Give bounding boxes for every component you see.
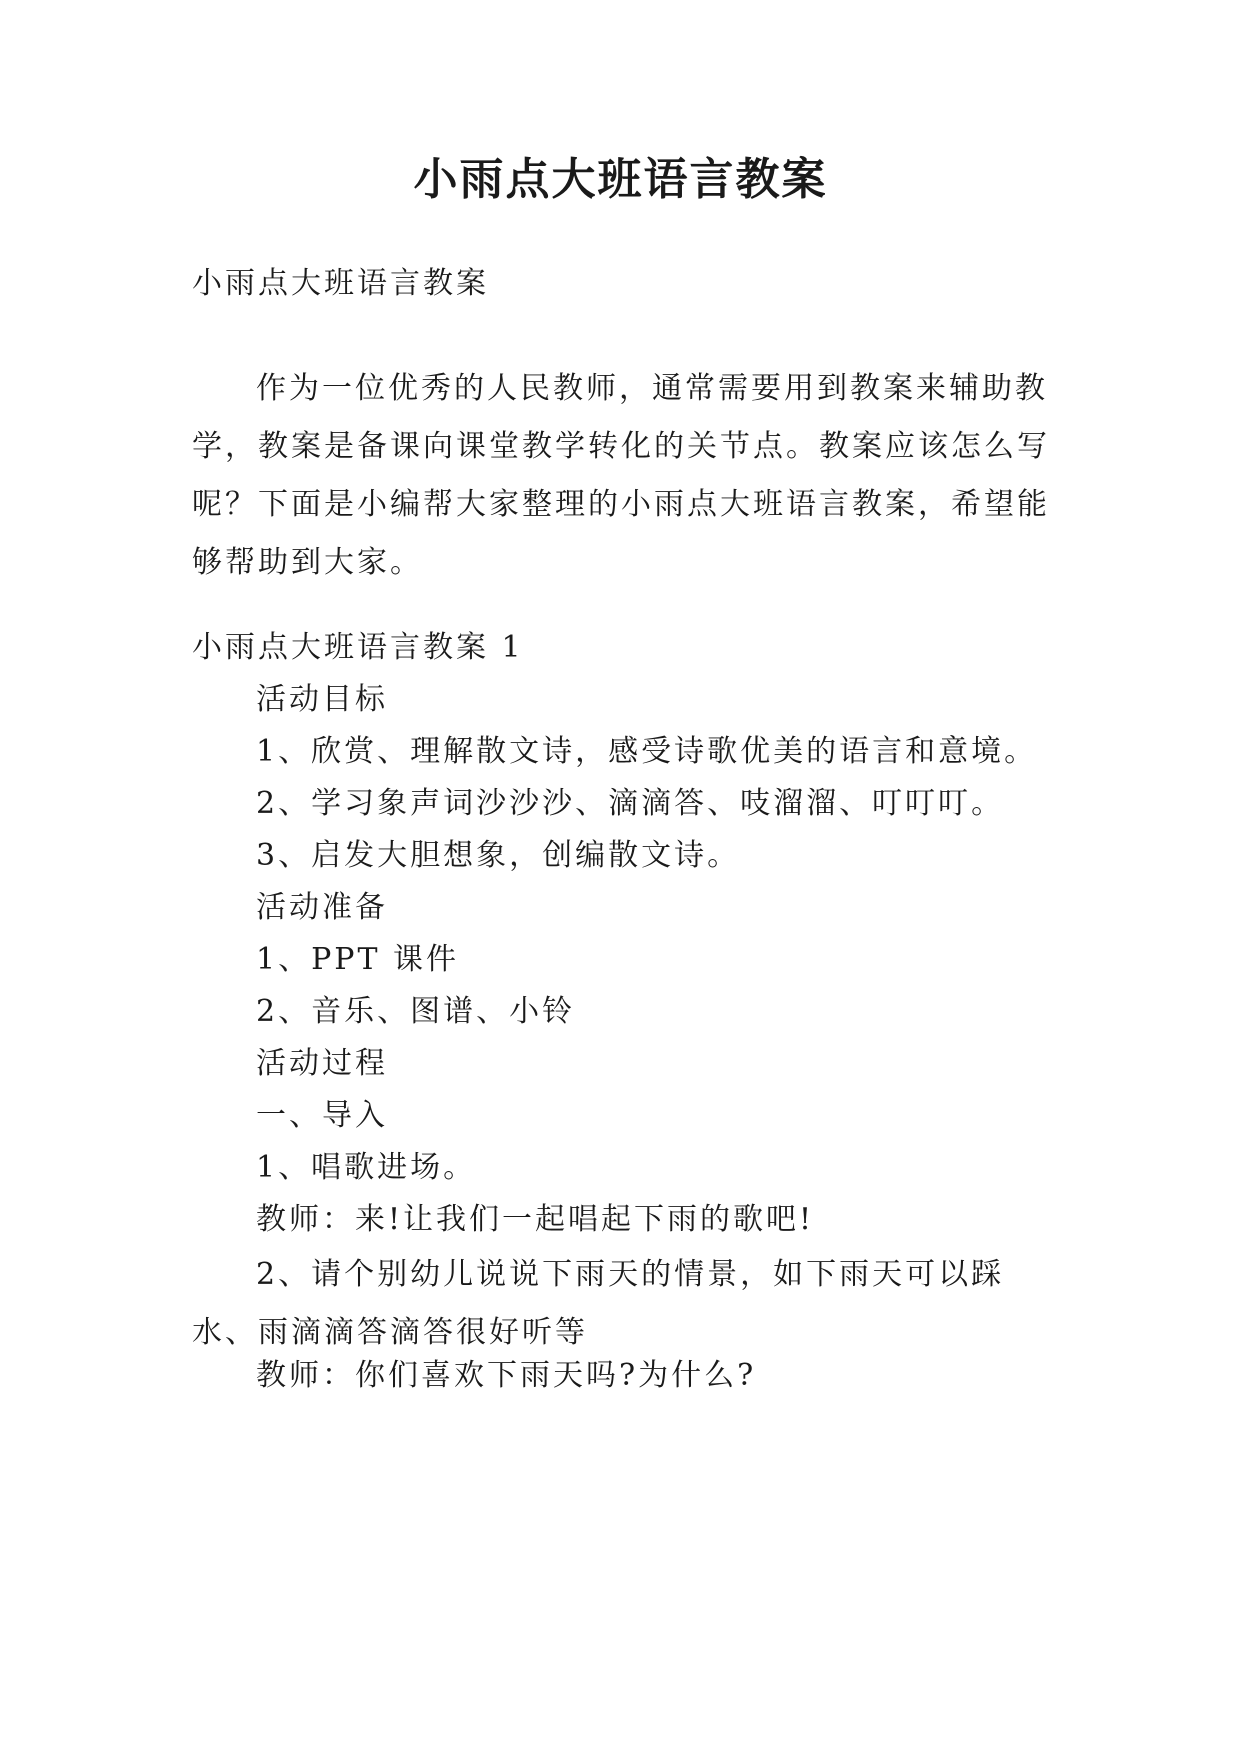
teacher-line-2: 教师：你们喜欢下雨天吗?为什么? [256,1358,757,1393]
prep-item-1: 1、PPT 课件 [256,942,460,977]
subtitle: 小雨点大班语言教案 [192,266,489,301]
goals-heading: 活动目标 [256,682,388,717]
goal-item-2: 2、学习象声词沙沙沙、滴滴答、吱溜溜、叮叮叮。 [256,786,1005,821]
process-heading: 活动过程 [256,1046,388,1081]
goal-item-1: 1、欣赏、理解散文诗，感受诗歌优美的语言和意境。 [256,734,1038,769]
prep-heading: 活动准备 [256,890,388,925]
document-title: 小雨点大班语言教案 [413,154,828,205]
intro-paragraph: 作为一位优秀的人民教师，通常需要用到教案来辅助教学，教案是备课向课堂教学转化的关节点。教案应该怎么写呢？下面是小编帮大家整理的小雨点大班语言教案，希望能够帮助到大家。 [192,371,1050,580]
goal-item-3: 3、启发大胆想象，创编散文诗。 [256,838,741,873]
teacher-line-1: 教师：来!让我们一起唱起下雨的歌吧! [256,1202,815,1237]
step-item-1: 1、唱歌进场。 [256,1150,477,1185]
step-intro: 一、导入 [256,1098,388,1133]
prep-item-2: 2、音乐、图谱、小铃 [256,994,576,1029]
step-item-2: 2、请个别幼儿说说下雨天的情景，如下雨天可以踩水、雨滴滴答滴答很好听等 [192,1257,1005,1350]
section-heading: 小雨点大班语言教案 1 [192,630,524,665]
